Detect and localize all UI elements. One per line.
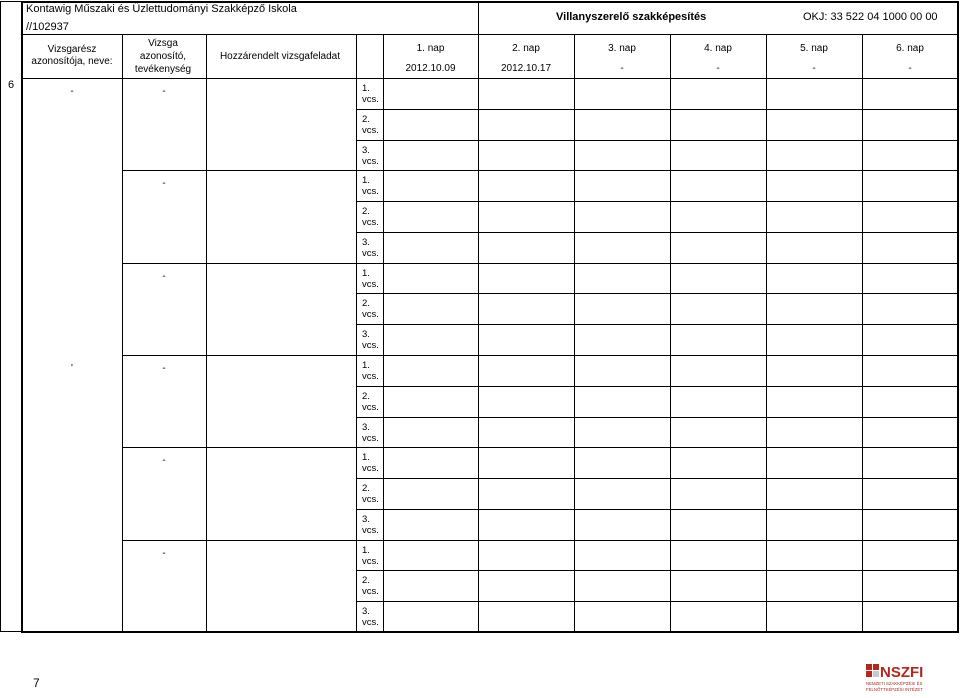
shift-divider <box>356 386 958 387</box>
exam-header-3: tevékenység <box>134 64 192 75</box>
shift-divider <box>356 201 958 202</box>
day-divider <box>670 34 671 632</box>
frame-bottom <box>21 631 959 633</box>
column-divider <box>206 34 207 632</box>
day-date: 2012.10.17 <box>500 63 552 74</box>
logo-sub2: FELNŐTTKÉPZÉSI INTÉZET <box>866 687 923 692</box>
header-bottom <box>22 78 958 79</box>
okj-code: OKJ: 33 522 04 1000 00 00 <box>803 11 938 23</box>
group-activity: - <box>162 178 166 190</box>
shift-label: 2. vcs. <box>362 575 379 598</box>
group-divider <box>122 447 958 448</box>
group-activity: - <box>162 455 166 467</box>
group-divider <box>122 355 958 356</box>
shift-label: 3. vcs. <box>362 144 379 167</box>
examinee-header-1: Vizsgarész <box>47 44 97 55</box>
shift-divider <box>356 109 958 110</box>
shift-label: 2. vcs. <box>362 113 379 136</box>
day-date: - <box>716 63 720 74</box>
day-divider <box>862 34 863 632</box>
school-name: Kontawig Műszaki és Üzlettudományi Szakképző Iskola <box>26 3 297 15</box>
day-label: 6. nap <box>896 43 924 54</box>
column-divider <box>122 34 123 632</box>
strip-left <box>0 1 1 632</box>
shift-divider <box>356 140 958 141</box>
shift-label: 1. vcs. <box>362 267 379 290</box>
shift-label: 2. vcs. <box>362 390 379 413</box>
shift-label: 1. vcs. <box>362 175 379 198</box>
shift-divider <box>356 293 958 294</box>
shift-label: 3. vcs. <box>362 421 379 444</box>
shift-divider <box>356 478 958 479</box>
shift-label: 1. vcs. <box>362 83 379 105</box>
group-activity: - <box>162 270 166 282</box>
shift-label: 2. vcs. <box>362 483 379 506</box>
day-date: - <box>620 63 624 74</box>
frame-left <box>21 1 23 632</box>
shift-divider <box>356 509 958 510</box>
day-label: 1. nap <box>416 43 445 54</box>
group-part: - <box>70 86 74 97</box>
group-divider <box>122 540 958 541</box>
day-divider <box>766 34 767 632</box>
day-date: - <box>908 63 912 74</box>
task-header: Hozzárendelt vizsgafeladat <box>219 51 341 62</box>
day-divider <box>574 34 575 632</box>
nszfi-logo <box>866 663 936 693</box>
exam-header-1: Vizsga <box>148 38 178 49</box>
group-part: ' <box>71 363 73 374</box>
shift-label: 1. vcs. <box>362 544 379 567</box>
row-number: 6 <box>8 79 15 91</box>
shift-divider <box>356 570 958 571</box>
day-divider <box>478 34 479 632</box>
group-activity: - <box>162 363 166 374</box>
shift-divider <box>356 232 958 233</box>
shift-label: 3. vcs. <box>362 513 379 536</box>
shift-divider <box>356 324 958 325</box>
day-label: 5. nap <box>800 43 828 54</box>
day-date: 2012.10.09 <box>405 63 456 74</box>
shift-label: 3. vcs. <box>362 236 379 259</box>
shift-label: 1. vcs. <box>362 452 379 475</box>
strip-bottom <box>0 631 22 632</box>
title-divider <box>478 1 479 34</box>
day-label: 2. nap <box>512 43 540 54</box>
day-header-divider <box>383 34 384 78</box>
shift-divider <box>356 601 958 602</box>
group-divider <box>122 263 958 264</box>
shift-label: 2. vcs. <box>362 298 379 321</box>
qualification-title: Villanyszerelő szakképesítés <box>556 11 707 23</box>
group-activity: - <box>162 86 166 97</box>
shift-divider <box>356 417 958 418</box>
shift-label: 3. vcs. <box>362 606 379 629</box>
strip-top <box>0 1 22 2</box>
logo-sub1: NEMZETI SZAKKÉPZÉSI ÉS <box>866 681 923 686</box>
shift-label: 2. vcs. <box>362 206 379 229</box>
column-divider <box>356 34 357 632</box>
page-number: 7 <box>33 676 40 690</box>
frame-right <box>957 1 959 632</box>
title-row-bottom <box>22 34 958 35</box>
group-activity: - <box>162 547 166 559</box>
day-label: 3. nap <box>608 43 636 54</box>
nszfi-logo-icon <box>866 663 936 693</box>
logo-text: NSZFI <box>880 664 924 681</box>
exam-header-2: azonosító, <box>139 51 187 62</box>
examinee-header-2: azonosítója, neve: <box>31 56 113 67</box>
shift-label: 1. vcs. <box>362 360 379 382</box>
school-code: //102937 <box>26 21 69 33</box>
day-label: 4. nap <box>704 43 732 54</box>
group-divider <box>122 170 958 171</box>
day-date: - <box>812 63 816 74</box>
shift-label: 3. vcs. <box>362 329 379 352</box>
frame-top <box>21 1 959 3</box>
